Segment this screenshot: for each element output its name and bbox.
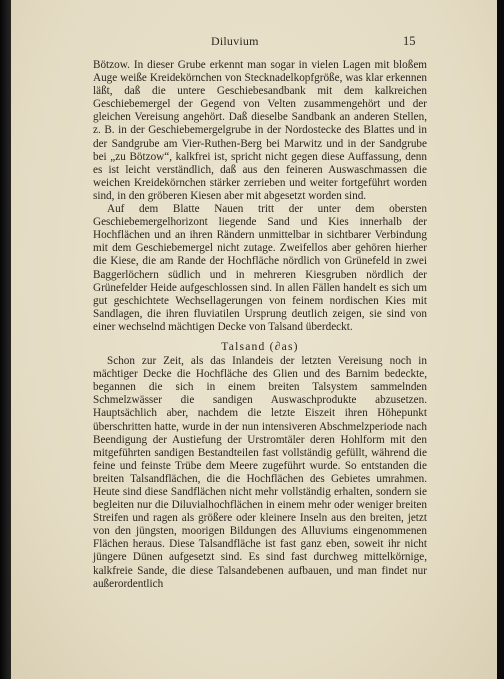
page-header <box>11 34 497 50</box>
book-page <box>11 0 497 679</box>
scan-left-border <box>0 0 11 679</box>
page-number: 15 <box>403 34 416 48</box>
paragraph: Bötzow. In dieser Grube erkennt man sogar in vielen Lagen mit bloßem Auge weiße Kreidekörnchen von Stecknadelkopfgröße, was klar erkennen läßt, daß die untere Geschiebesandbank mit dem kalkreichen Geschiebemergel der Gegend von Velten zusammengehört und der gleichen Vereisung angehört. Daß dieselbe Sandbank an anderen Stellen, z. B. in der Geschiebemergelgrube in der Nordostecke des Blattes und in der Sandgrube am Vier-Ruthen-Berg bei Marwitz und in der Sandgrube bei „zu Bötzow“, kalkfrei ist, spricht nicht gegen diese Auffassung, denn es ist leicht verständlich, daß aus den feineren Auswaschmassen die weichen Kreidekörnchen stärker zerrieben und weiter fortgeführt worden sind, in den gröberen Kiesen aber mit abgesetzt worden sind. <box>93 59 427 202</box>
page-body <box>93 59 427 591</box>
paragraph: Schon zur Zeit, als das Inlandeis der letzten Vereisung noch in mächtiger Decke die Hochfläche des Glien und des Barnim bedeckte, begannen die sich in einem breiten Talsystem sammelnden Schmelzwässer die sandigen Auswaschprodukte abzusetzen. Hauptsächlich aber, nachdem die letzte Eiszeit ihren Höhepunkt überschritten hatte, wurde in der nun intensiveren Abschmelzperiode nach Beendigung der Austiefung der Urstromtäler deren Hohlform mit den mitgeführten sandigen Bestandteilen fast vollständig gefüllt, während die feine und feinste Trübe dem Meere zugeführt wurde. So entstanden die breiten Talsandflächen, die die Hochflächen des Gebietes umrahmen. Heute sind diese Sandflächen nicht mehr vollständig erhalten, sondern sie begleiten nur die Diluvialhochflächen in einem mehr oder weniger breiten Streifen und ragen als größere oder kleinere Inseln aus den breiten, jetzt von den jüngsten, moorigen Bildungen des Alluviums eingenommenen Flächen heraus. Diese Talsandfläche ist fast ganz eben, soweit ihr nicht jüngere Dünen aufgesetzt sind. Es sind fast durchweg mittelkörnige, kalkfreie Sande, die diese Talsandebenen aufbauen, und man findet nur außerordentlich <box>93 355 427 590</box>
section-heading: Talsand (∂as) <box>221 339 299 353</box>
scan-right-border <box>497 0 504 679</box>
running-title: Diluvium <box>211 34 259 48</box>
paragraph: Auf dem Blatte Nauen tritt der unter dem obersten Geschiebemergelhorizont liegende Sand und Kies innerhalb der Hochflächen und an ihren Rändern unmittelbar in sichtbarer Verbindung mit dem Geschiebemergel nicht zutage. Zweifellos aber gehören hierher die Kiese, die am Rande der Hochfläche nördlich von Grünefeld in zwei Baggerlöchern südlich und in mehreren Kiesgruben nördlich der Grünefelder Heide aufgeschlossen sind. In allen Fällen handelt es sich um gut geschichtete Wechsellagerungen von feinem nordischen Kies mit Sandlagen, die ihren fluviatilen Ursprung deutlich zeigen, sie sind von einer wechselnd mächtigen Decke von Talsand überdeckt. <box>93 203 427 333</box>
